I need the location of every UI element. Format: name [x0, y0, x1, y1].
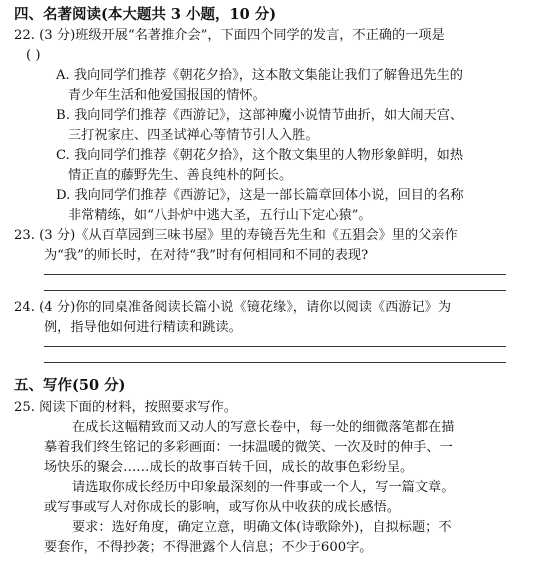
- q24-answer-line-2: [44, 362, 506, 363]
- q25-prompt: 请选取你成长经历中印象最深刻的一件事或一个人，写一篇文章。: [72, 480, 455, 495]
- q23-answer-line-1: [44, 274, 506, 275]
- q22-option-a-cont: 青少年生活和他爱国报国的情怀。: [68, 88, 266, 103]
- q24-stem-cont: 例，指导他如何进行精读和跳读。: [44, 320, 242, 335]
- q23-answer-line-2: [44, 290, 506, 291]
- q23-stem-cont: 为“我”的师长时，在对待“我”时有何相同和不同的表现?: [44, 248, 369, 263]
- q22-option-c-cont: 情正直的藤野先生、善良纯朴的阿长。: [68, 168, 293, 183]
- q22-option-c: C. 我向同学们推荐《朝花夕拾》，这个散文集里的人物形象鲜明，如热: [56, 148, 464, 163]
- section-4-heading: 四、名著阅读(本大题共 3 小题，10 分): [14, 6, 277, 23]
- q22-option-a: A. 我向同学们推荐《朝花夕拾》，这本散文集能让我们了解鲁迅先生的: [56, 68, 463, 83]
- q25-material-p1: 在成长这幅精致而又动人的写意长卷中，每一处的细微落笔都在描: [72, 420, 455, 435]
- q24-stem: 24. (4 分)你的同桌准备阅读长篇小说《镜花缘》，请你以阅读《西游记》为: [14, 300, 452, 315]
- q22-option-b-cont: 三打祝家庄、四圣试禅心等情节引人入胜。: [68, 128, 319, 143]
- q22-answer-blank: ( ): [26, 48, 41, 63]
- q22-stem: 22. (3 分)班级开展“名著推介会”，下面四个同学的发言，不正确的一项是: [14, 28, 445, 43]
- section-5-heading: 五、写作(50 分): [14, 377, 126, 394]
- q25-stem: 25. 阅读下面的材料，按照要求写作。: [14, 400, 237, 415]
- q25-prompt-cont: 或写事或写人对你成长的影响，或写你从中收获的成长感悟。: [44, 500, 401, 515]
- q22-option-d: D. 我向同学们推荐《西游记》，这是一部长篇章回体小说，回目的名称: [56, 188, 464, 203]
- q25-material-p1-cont: 摹着我们终生铭记的多彩画面：一抹温暖的微笑、一次及时的伸手、一: [44, 440, 453, 455]
- q25-material-p1-cont2: 场快乐的聚会……成长的故事百转千回，成长的故事色彩纷呈。: [44, 460, 414, 475]
- q25-requirements-cont: 要套作，不得抄袭；不得泄露个人信息；不少于600字。: [44, 540, 373, 555]
- q23-stem: 23. (3 分)《从百草园到三味书屋》里的寿镜吾先生和《五猖会》里的父亲作: [14, 228, 458, 243]
- q22-option-d-cont: 非常精练，如“八卦炉中逃大圣，五行山下定心猿”。: [68, 208, 372, 223]
- q25-requirements: 要求：选好角度，确定立意，明确文体(诗歌除外)，自拟标题；不: [72, 520, 452, 535]
- q22-option-b: B. 我向同学们推荐《西游记》，这部神魔小说情节曲折，如大闹天宫、: [56, 108, 464, 123]
- q24-answer-line-1: [44, 346, 506, 347]
